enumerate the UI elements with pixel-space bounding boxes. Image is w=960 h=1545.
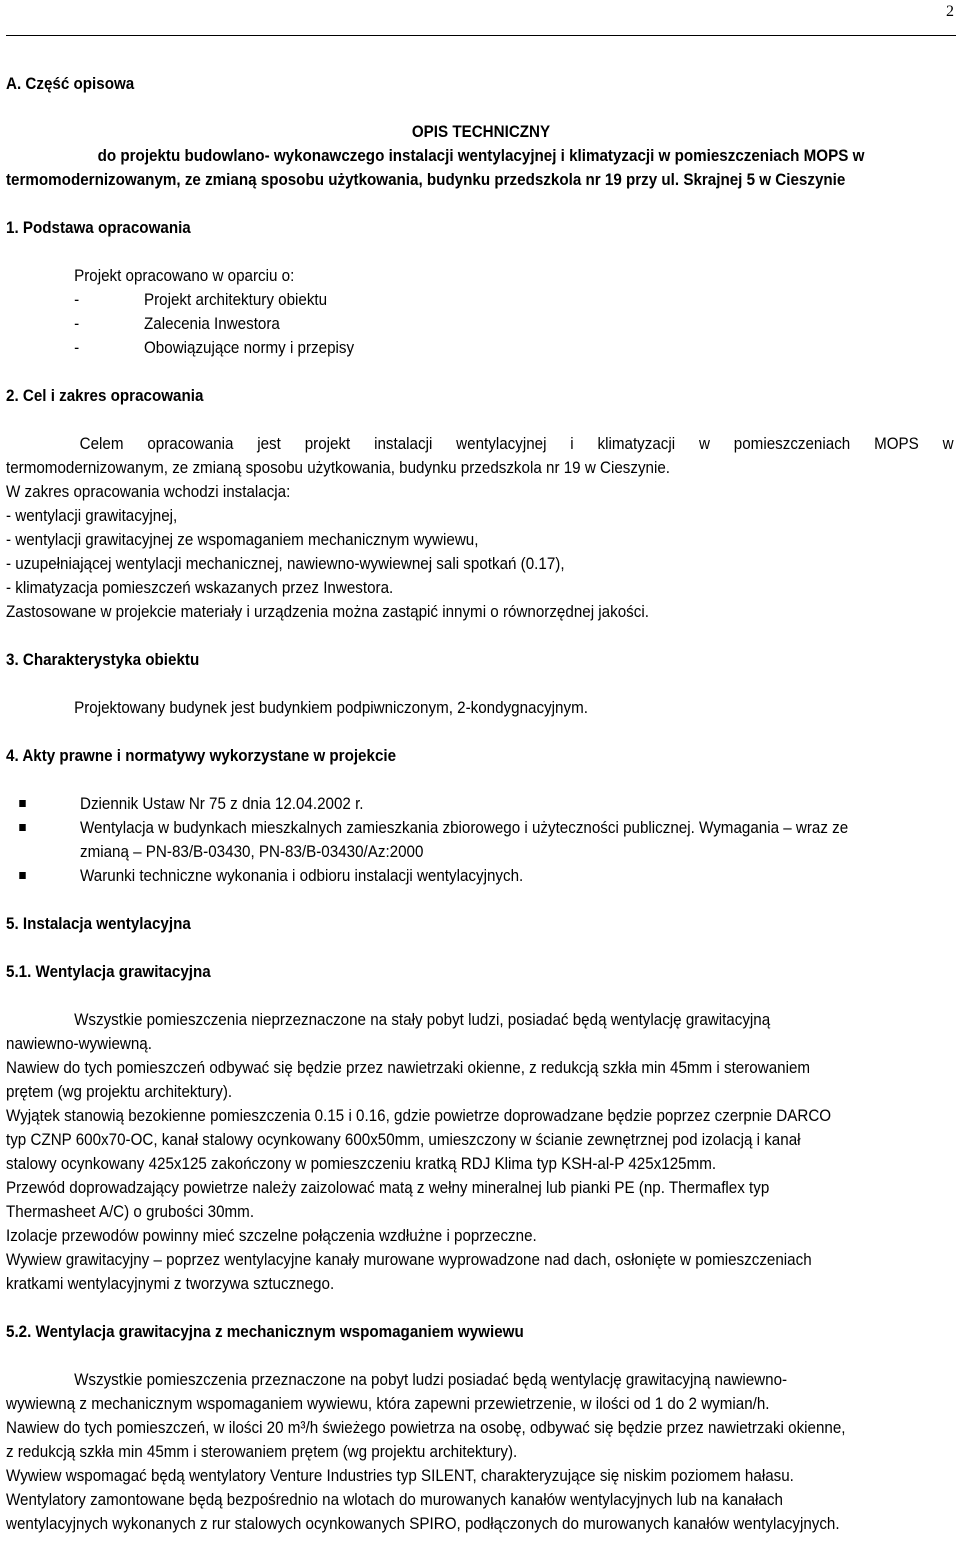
paragraph-line: stalowy ocynkowany 425x125 zakończony w pomieszczeniu kratką RDJ Klima typ KSH-al-P 425x125mm. <box>6 1155 717 1173</box>
paragraph-line: kratkami wentylacyjnymi z tworzywa sztucznego. <box>6 1275 335 1293</box>
section-2-heading: 2. Cel i zakres opracowania <box>6 387 204 405</box>
section-2-paragraph-line: Celem opracowania jest projekt instalacji wentylacyjnej i klimatyzacji w pomieszczeniach MOPS w <box>79 435 954 453</box>
section-2-note: Zastosowane w projekcie materiały i urządzenia można zastąpić innymi o równorzędnej jakości. <box>6 603 649 621</box>
document-title: OPIS TECHNICZNY <box>411 123 551 141</box>
section-3-text: Projektowany budynek jest budynkiem podpiwniczonym, 2-kondygnacyjnym. <box>74 699 588 717</box>
section-5-heading: 5. Instalacja wentylacyjna <box>6 915 191 933</box>
paragraph-line: Wszystkie pomieszczenia nieprzeznaczone na stały pobyt ludzi, posiadać będą wentylację grawitacyjną <box>74 1011 771 1029</box>
paragraph-line: Thermasheet A/C) o grubości 30mm. <box>6 1203 255 1221</box>
section-1-list <box>6 288 880 360</box>
paragraph-line: Wywiew grawitacyjny – poprzez wentylacyjne kanały murowane wyprowadzone nad dach, osłonięte w pomieszczeniach <box>6 1251 812 1269</box>
paragraph-line: typ CZNP 600x70-OC, kanał stalowy ocynkowany 600x50mm, umieszczony w ścianie zewnętrznej pod izolacją i kanał <box>6 1131 801 1149</box>
header-rule <box>6 35 956 36</box>
paragraph-line: prętem (wg projektu architektury). <box>6 1083 233 1101</box>
paragraph-line: Nawiew do tych pomieszczeń odbywać się będzie przez nawietrzaki okienne, z redukcją szkła min 45mm i sterowaniem <box>6 1059 811 1077</box>
list-item: - wentylacji grawitacyjnej ze wspomaganiem mechanicznym wywiewu, <box>6 531 479 549</box>
paragraph-line: Przewód doprowadzający powietrze należy zaizolować matą z wełny mineralnej lub pianki PE (np. Thermaflex typ <box>6 1179 770 1197</box>
section-2-paragraph-line: termomodernizowanym, ze zmianą sposobu użytkowania, budynku przedszkola nr 19 w Cieszynie. <box>6 459 671 477</box>
section-4-heading: 4. Akty prawne i normatywy wykorzystane w projekcie <box>6 747 397 765</box>
section-1-heading: 1. Podstawa opracowania <box>6 219 191 237</box>
paragraph-line: wentylacyjnych wykonanych z rur stalowych ocynkowanych SPIRO, podłączonych do murowanych kanałów wentylacyjnych. <box>6 1515 840 1533</box>
title-line-2: do projektu budowlano- wykonawczego instalacji wentylacyjnej i klimatyzacji w pomieszczeniach MOPS w <box>97 147 865 165</box>
list-item-continuation: zmianą – PN-83/B-03430, PN-83/B-03430/Az:2000 <box>80 843 424 861</box>
paragraph-line: Izolacje przewodów powinny mieć szczelne połączenia wzdłużne i poprzeczne. <box>6 1227 537 1245</box>
section-a-heading: A. Część opisowa <box>6 75 135 93</box>
list-item: - Zalecenia Inwestora <box>74 315 280 333</box>
paragraph-line: Nawiew do tych pomieszczeń, w ilości 20 m³/h świeżego powietrza na osobę, odbywać się będzie przez nawietrzaki okienne, <box>6 1419 846 1437</box>
page-number: 2 <box>946 3 954 20</box>
list-item: - klimatyzacja pomieszczeń wskazanych przez Inwestora. <box>6 579 394 597</box>
paragraph-line: z redukcją szkła min 45mm i sterowaniem prętem (wg projektu architektury). <box>6 1443 518 1461</box>
section-5-2-heading: 5.2. Wentylacja grawitacyjna z mechanicznym wspomaganiem wywiewu <box>6 1323 524 1341</box>
list-item: - Obowiązujące normy i przepisy <box>74 339 355 357</box>
paragraph-line: Wszystkie pomieszczenia przeznaczone na pobyt ludzi posiadać będą wentylację grawitacyjną nawiewno- <box>74 1371 788 1389</box>
paragraph-line: wywiewną z mechanicznym wspomaganiem wywiewu, która zapewni przewietrzenie, w ilości od 1 do 2 wymian/h. <box>6 1395 770 1413</box>
paragraph-line: nawiewno-wywiewną. <box>6 1035 152 1053</box>
list-item: - uzupełniającej wentylacji mechanicznej, nawiewno-wywiewnej sali spotkań (0.17), <box>6 555 565 573</box>
list-item: - wentylacji grawitacyjnej, <box>6 507 178 525</box>
section-1-intro: Projekt opracowano w oparciu o: <box>74 267 295 285</box>
paragraph-line: Wentylatory zamontowane będą bezpośrednio na wlotach do murowanych kanałów wentylacyjnych lub na kanałach <box>6 1491 783 1509</box>
paragraph-line: Wywiew wspomagać będą wentylatory Venture Industries typ SILENT, charakteryzujące się niskim poziomem hałasu. <box>6 1467 794 1485</box>
list-item: Dziennik Ustaw Nr 75 z dnia 12.04.2002 r. <box>80 792 886 816</box>
section-2-scope: W zakres opracowania wchodzi instalacja: <box>6 483 291 501</box>
list-item: Warunki techniczne wykonania i odbioru instalacji wentylacyjnych. <box>80 864 886 888</box>
list-item: - Projekt architektury obiektu <box>74 291 328 309</box>
section-3-heading: 3. Charakterystyka obiektu <box>6 651 200 669</box>
title-line-3: termomodernizowanym, ze zmianą sposobu użytkowania, budynku przedszkola nr 19 przy ul. Skrajnej 5 w Cieszynie <box>6 171 846 189</box>
list-item: Wentylacja w budynkach mieszkalnych zamieszkania zbiorowego i użyteczności publicznej. Wymagania – wraz ze <box>80 816 886 840</box>
paragraph-line: Wyjątek stanowią bezokienne pomieszczenia 0.15 i 0.16, gdzie powietrze doprowadzane będzie poprzez czerpnie DARCO <box>6 1107 832 1125</box>
section-4-list <box>6 792 956 888</box>
section-5-1-heading: 5.1. Wentylacja grawitacyjna <box>6 963 211 981</box>
document-body <box>6 72 956 1536</box>
